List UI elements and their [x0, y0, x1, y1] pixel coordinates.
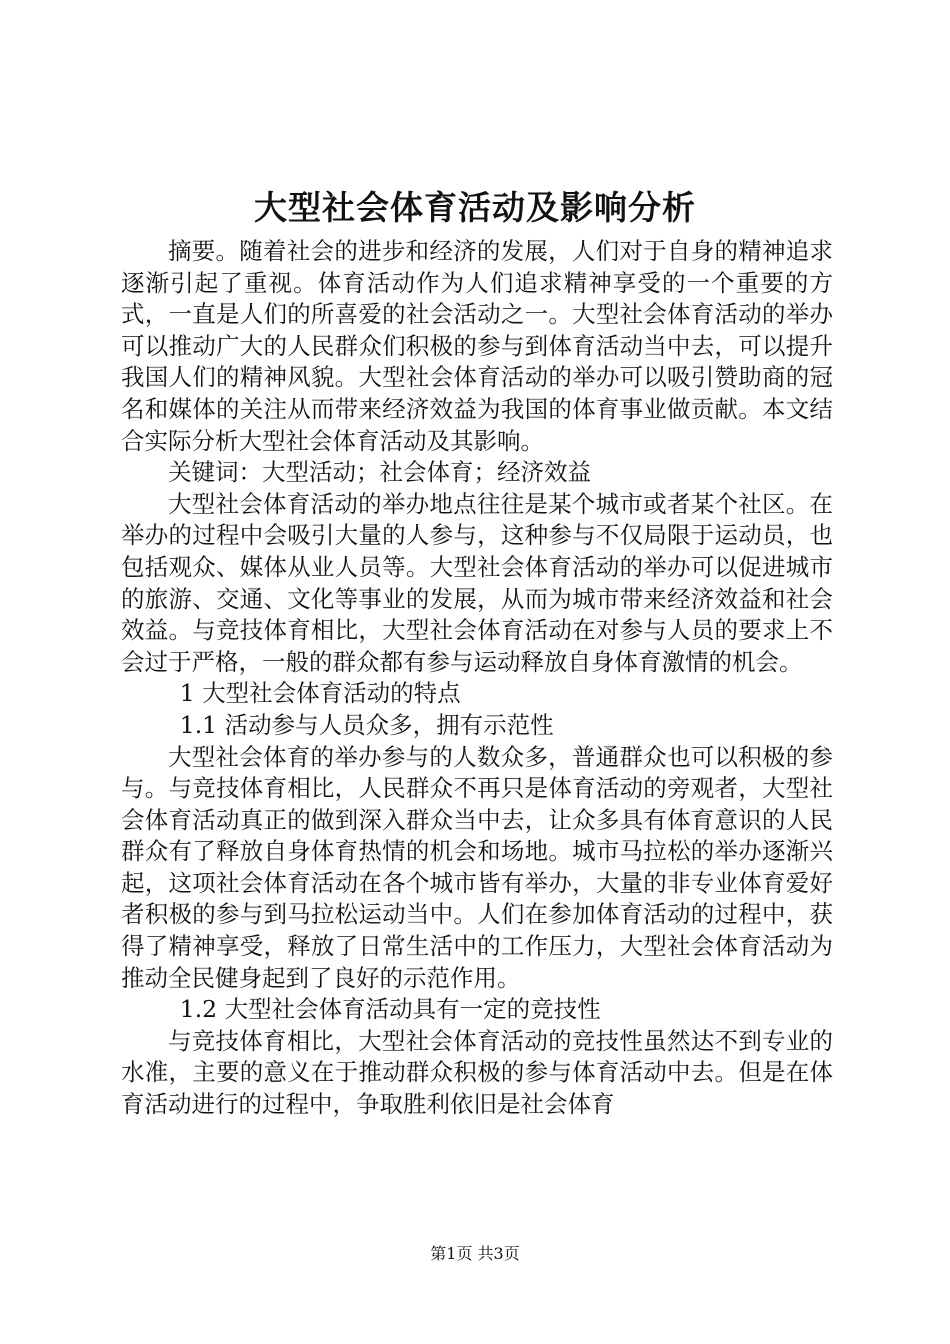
keywords-paragraph: 关键词：大型活动；社会体育；经济效益 — [168, 458, 591, 487]
document-body — [121, 236, 833, 1121]
subsection-heading-1-1: 1.1 活动参与人员众多，拥有示范性 — [179, 710, 554, 739]
section-1-1-paragraph: 大型社会体育的举办参与的人数众多，普通群众也可以积极的参与。与竞技体育相比，人民群众不再只是体育活动的旁观者，大型社会体育活动真正的做到深入群众当中去，让众多具有体育意识的人民群众有了释放自身体育热情的机会和场地。城市马拉松的举办逐渐兴起，这项社会体育活动在各个城市皆有举办，大量的非专业体育爱好者积极的参与到马拉松运动当中。人们在参加体育活动的过程中，获得了精神享受，释放了日常生活中的工作压力，大型社会体育活动为推动全民健身起到了良好的示范作用。 — [121, 742, 833, 992]
page-footer: 第1页 共3页 — [430, 1244, 520, 1263]
abstract-paragraph: 摘要。随着社会的进步和经济的发展，人们对于自身的精神追求逐渐引起了重视。体育活动作为人们追求精神享受的一个重要的方式，一直是人们的所喜爱的社会活动之一。大型社会体育活动的举办可以推动广大的人民群众们积极的参与到体育活动当中去，可以提升我国人们的精神风貌。大型社会体育活动的举办可以吸引赞助商的冠名和媒体的关注从而带来经济效益为我国的体育事业做贡献。本文结合实际分析大型社会体育活动及其影响。 — [121, 237, 833, 455]
intro-paragraph: 大型社会体育活动的举办地点往往是某个城市或者某个社区。在举办的过程中会吸引大量的人参与，这种参与不仅局限于运动员，也包括观众、媒体从业人员等。大型社会体育活动的举办可以促进城市的旅游、交通、文化等事业的发展，从而为城市带来经济效益和社会效益。与竞技体育相比，大型社会体育活动在对参与人员的要求上不会过于严格，一般的群众都有参与运动释放自身体育激情的机会。 — [121, 489, 833, 676]
document-title: 大型社会体育活动及影响分析 — [254, 188, 696, 227]
section-heading-1: 1 大型社会体育活动的特点 — [179, 679, 461, 708]
section-1-2-paragraph: 与竞技体育相比，大型社会体育活动的竞技性虽然达不到专业的水准，主要的意义在于推动群众积极的参与体育活动中去。但是在体育活动进行的过程中，争取胜利依旧是社会体育 — [121, 1026, 833, 1119]
subsection-heading-1-2: 1.2 大型社会体育活动具有一定的竞技性 — [179, 995, 601, 1024]
